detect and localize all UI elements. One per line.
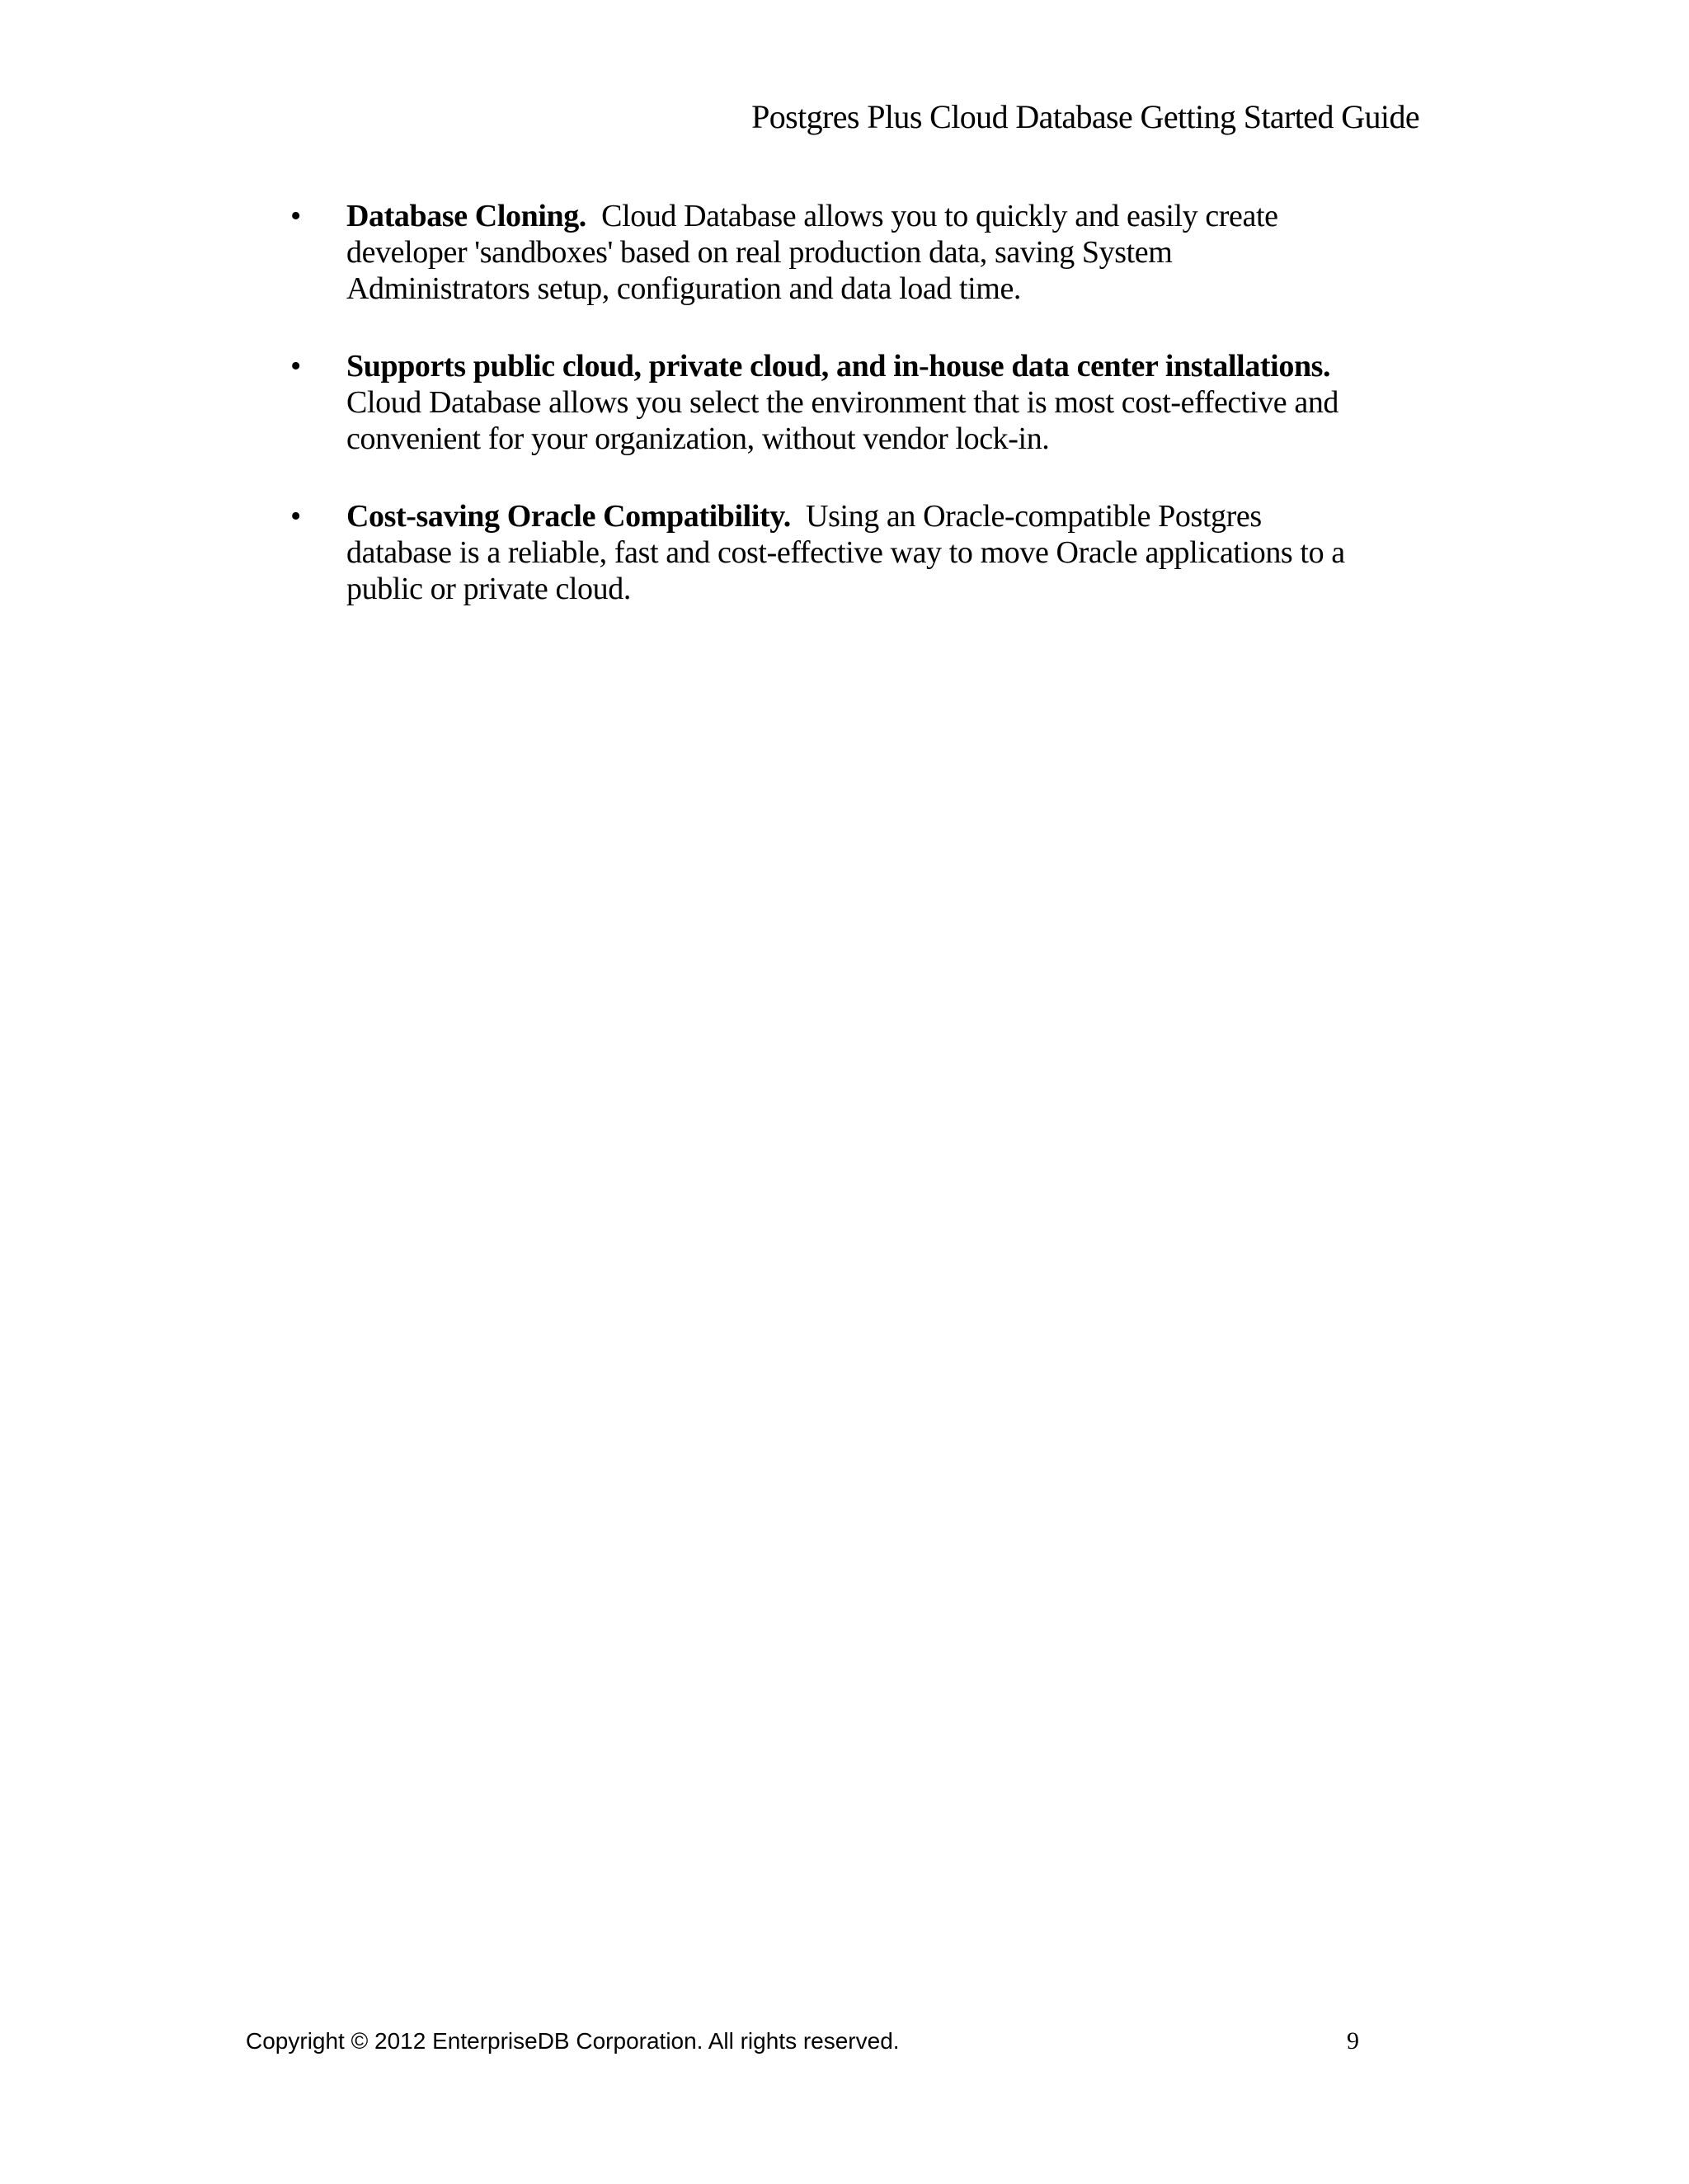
- bullet-line: database is a reliable, fast and cost-effective way to move Oracle applications to a: [346, 535, 1345, 570]
- running-header: Postgres Plus Cloud Database Getting Started Guide: [751, 98, 1419, 135]
- bullet-lead: Cost-saving Oracle Compatibility.: [346, 499, 791, 534]
- bullet-line: public or private cloud.: [346, 572, 631, 606]
- bullet-text: Cloud Database allows you to quickly and easily create: [601, 199, 1278, 233]
- bullet-line: convenient for your organization, without vendor lock-in.: [346, 421, 1050, 456]
- bullet-lead: Database Cloning.: [346, 199, 586, 233]
- bullet-line: [346, 348, 1428, 384]
- bullet-line: developer 'sandboxes' based on real production data, saving System: [346, 235, 1173, 270]
- bullet-line: Administrators setup, configuration and data load time.: [346, 271, 1022, 306]
- footer-copyright: Copyright © 2012 EnterpriseDB Corporation. All rights reserved.: [246, 2028, 900, 2054]
- bullet-marker: •: [290, 199, 301, 233]
- feature-bullet-list: [290, 198, 1428, 648]
- bullet-item-oracle-compatibility: [290, 498, 1428, 607]
- bullet-line: [346, 498, 1428, 534]
- bullet-lead: Supports public cloud, private cloud, and in-house data center installations.: [346, 349, 1331, 384]
- footer-page-number: 9: [1347, 2027, 1359, 2055]
- bullet-line: [346, 198, 1428, 234]
- bullet-marker: •: [290, 349, 301, 384]
- bullet-text: Using an Oracle-compatible Postgres: [806, 499, 1262, 534]
- bullet-item-database-cloning: [290, 198, 1428, 307]
- bullet-line: Cloud Database allows you select the environment that is most cost-effective and: [346, 385, 1339, 420]
- bullet-item-deployment-options: [290, 348, 1428, 457]
- bullet-marker: •: [290, 499, 301, 534]
